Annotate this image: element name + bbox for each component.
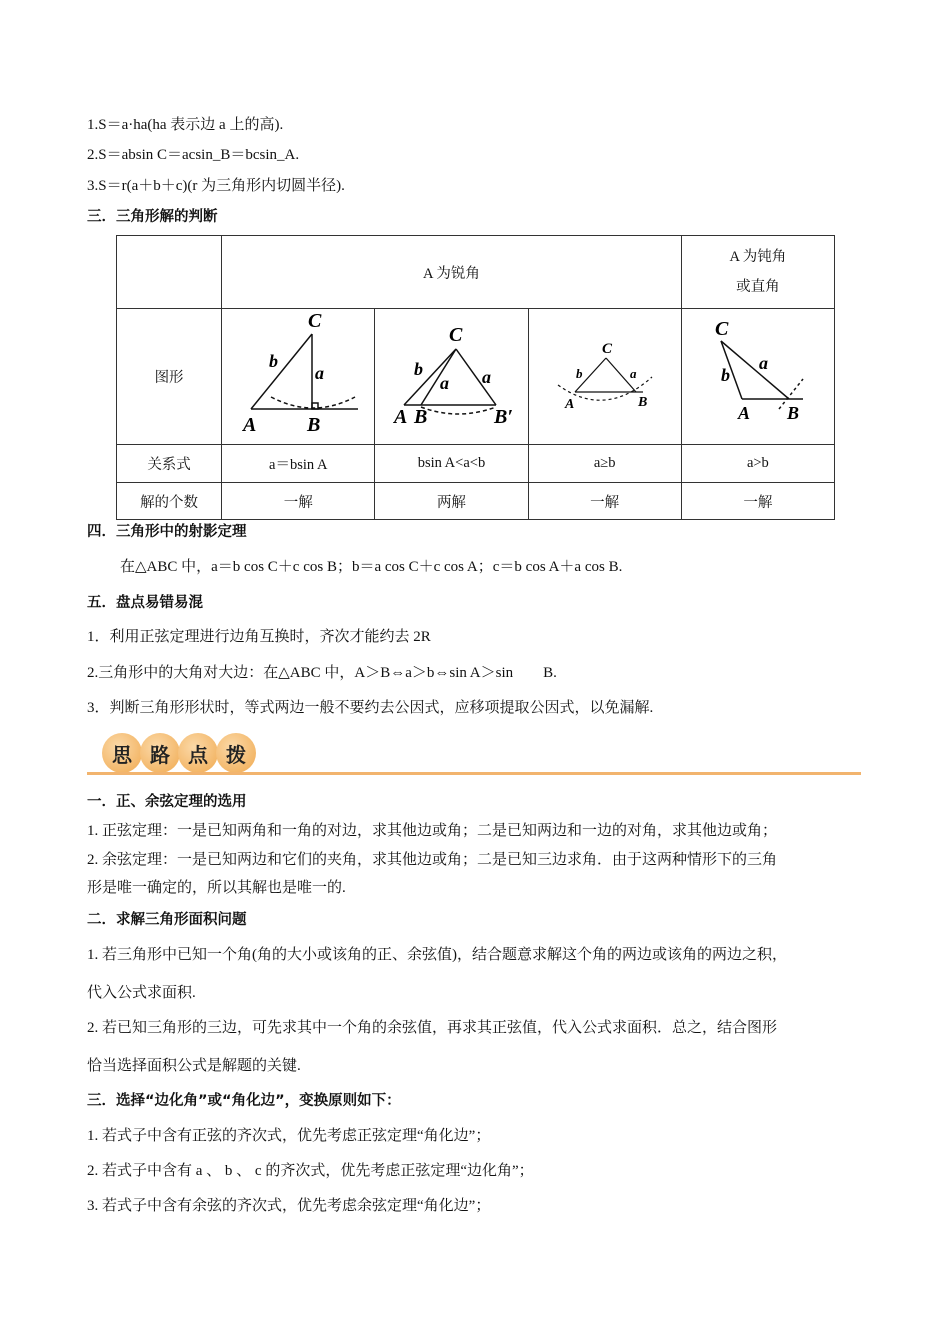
count-cell: 一解: [222, 483, 375, 520]
svg-text:B: B: [307, 414, 321, 436]
section-heading: 四．三角形中的射影定理: [87, 524, 247, 540]
row-label-count: 解的个数: [117, 483, 222, 520]
svg-text:a: a: [758, 353, 768, 373]
svg-text:A: A: [737, 403, 750, 423]
area-formula-2: 2.S＝absin C＝acsin_B＝bcsin_A.: [87, 147, 300, 163]
figure-right-angle: [222, 309, 375, 445]
svg-text:A: A: [564, 397, 574, 412]
acute-header: A 为锐角: [222, 236, 682, 309]
tip-text: 恰当选择面积公式是解题的关键.: [87, 1058, 301, 1074]
svg-text:a: a: [315, 363, 325, 383]
svg-text:B′: B′: [494, 406, 514, 428]
svg-text:B: B: [637, 395, 647, 410]
section-heading: 二．求解三角形面积问题: [87, 912, 247, 928]
relation-cell: a>b: [681, 445, 834, 483]
pitfall-item: 1．利用正弦定理进行边角互换时，齐次才能约去 2R: [87, 629, 431, 645]
row-label-relation: 关系式: [117, 445, 222, 483]
pitfall-item: 2.三角形中的大角对大边：在△ABC 中，A＞B⇔a＞b⇔sin A＞sin B.: [87, 665, 557, 681]
tip-text: 1. 若三角形中已知一个角(角的大小或该角的正、余弦值)，结合题意求解这个角的两边或该角的两边之积，: [87, 947, 787, 963]
section-heading: 三．选择“边化角”或“角化边”，变换原则如下：: [87, 1093, 401, 1109]
svg-text:b: b: [269, 351, 279, 371]
tip-text: 3. 若式子中含有余弦的齐次式，优先考虑余弦定理“角化边”；: [87, 1198, 491, 1214]
tip-text: 2. 若式子中含有 a 、 b 、 c 的齐次式，优先考虑正弦定理“边化角”；: [87, 1163, 534, 1179]
count-cell: 一解: [681, 483, 834, 520]
area-formula-1: 1.S＝a·ha(ha 表示边 a 上的高).: [87, 117, 284, 133]
figure-a-ge-b: [528, 309, 681, 445]
section-heading: 一．正、余弦定理的选用: [87, 794, 247, 810]
figure-obtuse: [681, 309, 834, 445]
svg-text:A: A: [394, 406, 408, 428]
svg-text:b: b: [575, 366, 583, 381]
tip-text: 1. 正弦定理：一是已知两角和一角的对边，求其他边或角；二是已知两边和一边的对角，求其他边或角；: [87, 823, 778, 839]
svg-text:C: C: [308, 310, 322, 332]
tips-badge: 思 路 点 拨: [102, 733, 254, 773]
relation-cell: a＝bsin A: [222, 445, 375, 483]
row-label-figure: 图形: [117, 309, 222, 445]
projection-theorem: 在△ABC 中，a＝b cos C＋c cos B；b＝a cos C＋c cos A；c＝b cos A＋a cos B.: [120, 559, 623, 575]
tip-text: 2. 余弦定理：一是已知两边和它们的夹角，求其他边或角；二是已知三边求角．由于这两种情形下的三角: [87, 852, 778, 868]
tip-text: 2. 若已知三角形的三边，可先求其中一个角的余弦值，再求其正弦值，代入公式求面积．总之，结合图形: [87, 1020, 778, 1036]
relation-cell: bsin A<a<b: [375, 445, 528, 483]
svg-text:B: B: [414, 406, 428, 428]
figure-two-solutions: [375, 309, 528, 445]
section-heading: 五．盘点易错易混: [87, 595, 203, 611]
tip-text: 1. 若式子中含有正弦的齐次式，优先考虑正弦定理“角化边”；: [87, 1128, 491, 1144]
solution-table: [116, 235, 835, 520]
divider: [87, 772, 861, 775]
svg-text:b: b: [414, 359, 424, 379]
count-cell: 两解: [375, 483, 528, 520]
svg-text:a: a: [482, 367, 492, 387]
svg-text:a: a: [629, 366, 637, 381]
svg-text:C: C: [449, 324, 463, 346]
section-heading: 三．三角形解的判断: [87, 209, 218, 225]
obtuse-header: A 为钝角 或直角: [681, 236, 834, 309]
svg-text:B: B: [786, 403, 799, 423]
pitfall-item: 3．判断三角形形状时，等式两边一般不要约去公因式，应移项提取公因式，以免漏解.: [87, 700, 654, 716]
area-formula-3: 3.S＝r(a＋b＋c)(r 为三角形内切圆半径).: [87, 178, 345, 194]
svg-text:C: C: [601, 341, 612, 357]
svg-text:a: a: [440, 373, 450, 393]
tip-text: 形是唯一确定的，所以其解也是唯一的.: [87, 880, 346, 896]
svg-text:b: b: [720, 365, 730, 385]
relation-cell: a≥b: [528, 445, 681, 483]
svg-text:C: C: [714, 318, 729, 340]
svg-text:A: A: [243, 414, 257, 436]
tip-text: 代入公式求面积.: [87, 985, 196, 1001]
count-cell: 一解: [528, 483, 681, 520]
